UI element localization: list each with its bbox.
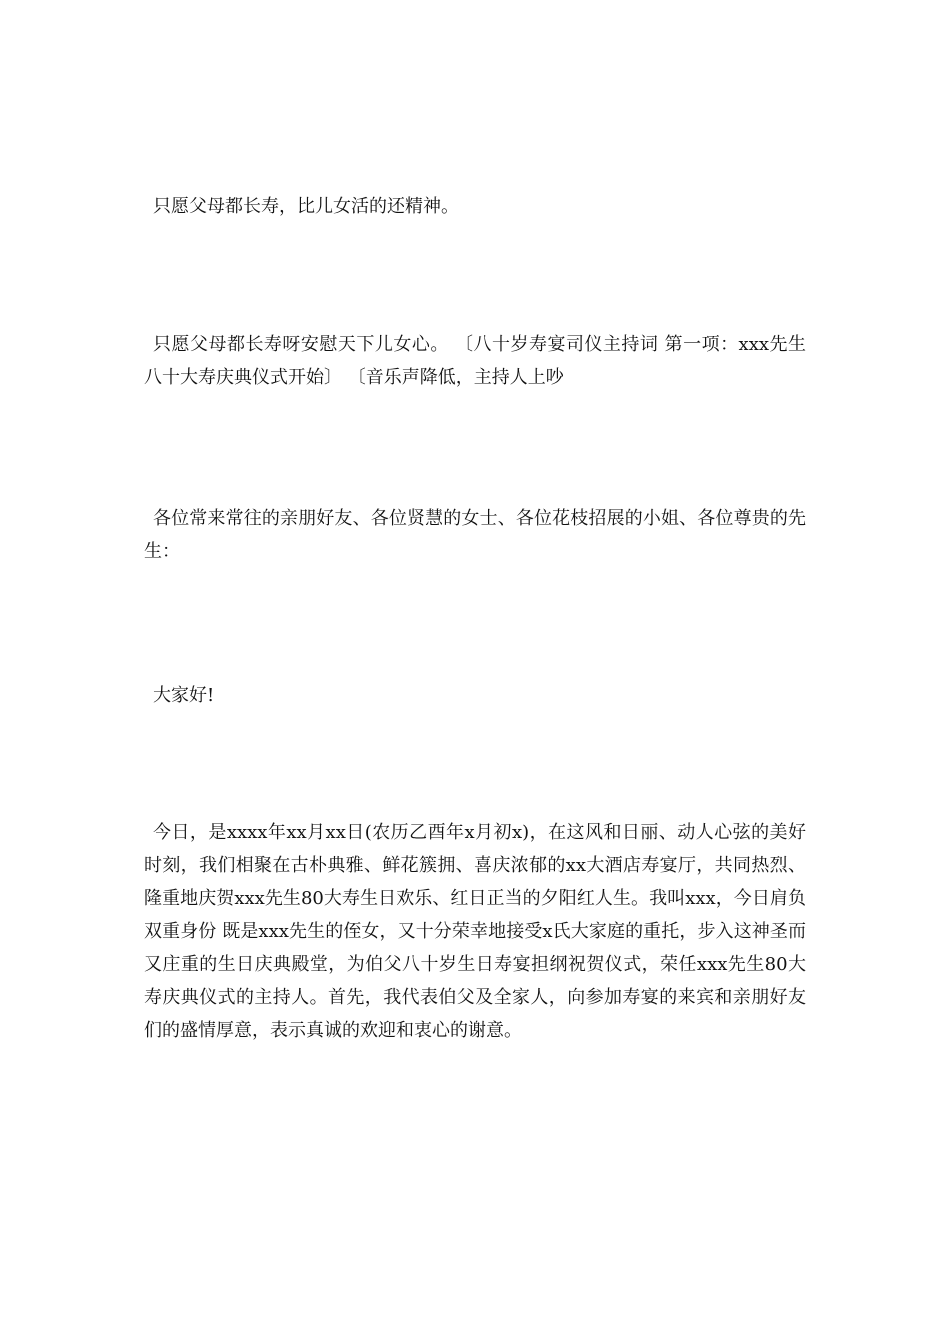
paragraph-greeting-guests: 各位常来常往的亲朋好友、各位贤慧的女士、各位花枝招展的小姐、各位尊贵的先生： <box>144 508 806 562</box>
paragraph-host-speech: 今日，是xxxx年xx月xx日(农历乙酉年x月初x)，在这风和日丽、动人心弦的美好时刻，我们相聚在古朴典雅、鲜花簇拥、喜庆浓郁的xx大酒店寿宴厅，共同热烈、隆重地庆贺xxx先生80大寿生日欢乐、红日正当的夕阳红人生。我叫xxx，今日肩负双重身份 既是xxx先生的侄女，又十分荣幸地接受x氏大家庭的重托，步入这神圣而又庄重的生日庆典殿堂，为伯父八十岁生日寿宴担纲祝贺仪式，荣任xxx先生80大寿庆典仪式的主持人。首先，我代表伯父及全家人，向参加寿宴的来宾和亲朋好友们的盛情厚意，表示真诚的欢迎和衷心的谢意。 <box>144 822 806 1041</box>
paragraph-wish-longevity: 只愿父母都长寿，比儿女活的还精神。 <box>153 196 459 217</box>
paragraph-ceremony-opening: 只愿父母都长寿呀安慰天下儿女心。 〔八十岁寿宴司仪主持词 第一项：xxx先生八十大寿庆典仪式开始〕 〔音乐声降低，主持人上吵 <box>144 334 806 388</box>
paragraph-hello-everyone: 大家好! <box>153 685 215 706</box>
